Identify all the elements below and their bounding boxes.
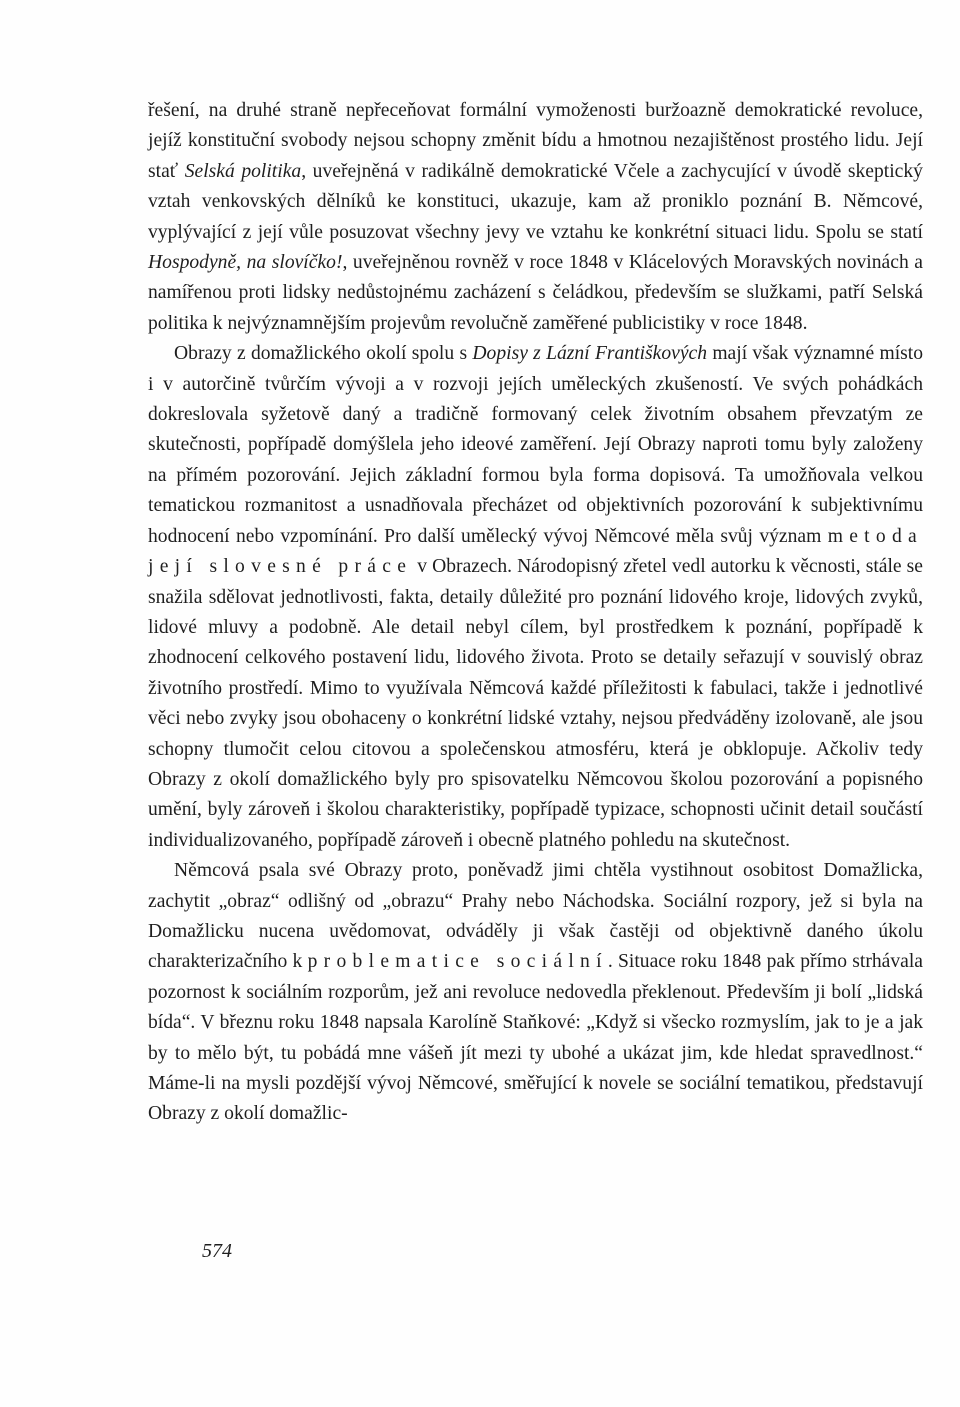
text-run: mají však významné místo i v autorčině tvůrčím vývoji a v rozvoji jejích uměleckých zkušeností. Ve svých pohádkách dokreslovala syžetově daný a tradičně formovaný celek životním obsahem převzatým ze skutečnosti, popřípadě domýšlela jeho ideové zaměření. Její Obrazy naproti tomu byly založeny na přímém pozorování. Jejich základní formou byla forma dopisová. Ta umožňovala velkou tematickou rozmanitost a usnadňovala přecházet od objektivních pozorování k subjektivnímu hodnocení nebo vzpomínání. Pro další umělecký vývoj Němcové měla svůj význam bbox=[148, 343, 924, 547]
italic-title: Dopisy z Lázní Františkových bbox=[472, 343, 708, 365]
text-run: Obrazy z domažlického okolí spolu s bbox=[174, 343, 473, 365]
spaced-emphasis: problematice sociální bbox=[307, 951, 608, 973]
italic-title: Hospodyně, na slovíčko! bbox=[148, 252, 343, 274]
text-run: řešení, na druhé straně nepřeceňovat formální vymoženosti buržoazně demokratické revoluce, jejíž konstituční svobody nejsou schopny změnit bídu a hmotnou nezajištěnost prostého lidu. Její stať bbox=[148, 100, 923, 182]
text-run: v Obrazech. Národopisný zřetel vedl autorku k věcnosti, stále se snažila sdělovat jednotlivosti, fakta, detaily důležité pro poznání lidového kroje, lidových zvyků, lidové mluvy a podobně. Ale detail nebyl cílem, byl prostředkem k poznání, popřípadě k zhodnocení celkového postavení lidu, lidového života. Proto se detaily seřazují v souvislý obraz životního prostředí. Mimo to využívala Němcová každé příležitosti k fabulaci, takže i jednotlivé věci nebo zvyky jsou obohaceny o konkrétní lidské vztahy, nejsou předváděny izolovaně, ale jsou schopny tlumočit celou citovou a společenskou atmosféru, která je obklopuje. Ačkoliv tedy Obrazy z okolí domažlického byly pro spisovatelku Němcovou školou pozorování a popisného umění, byly zároveň i školou charakteristiky, popřípadě typizace, schopnosti učinit detail součástí individualizovaného, popřípadě zároveň i obecně platného pohledu na skutečnost. bbox=[148, 556, 924, 851]
text-run: . Situace roku 1848 pak přímo strhávala pozornost k sociálním rozporům, jež ani revoluce nedovedla překlenout. Především ji bolí „lidská bída“. V březnu roku 1848 napsala Karolíně Staňkové: „Když si všecko rozmyslím, jak to je a jak by to mělo být, tu pobádá mne vášeň jít mezi ty ubohé a ukázat jim, kde hledat spravedlnost.“ Máme-li na mysli pozdější vývoj Němcové, směřující k novele se sociální tematikou, představují Obrazy z okolí domažlic- bbox=[148, 951, 923, 1125]
italic-title: Selská politika bbox=[184, 160, 302, 182]
paragraph-2 bbox=[148, 339, 923, 856]
page-number: 574 bbox=[202, 1240, 232, 1262]
text-run: , uveřejněnou rovněž v roce 1848 v Klácelových Moravských novinách a namířenou proti lidsky nedůstojnému zacházení s čeládkou, především se služkami, patří Selská politika k nejvýznamnějším projevům revolučně zaměřené publicistiky v roce 1848. bbox=[148, 252, 923, 334]
paragraph-3 bbox=[148, 856, 923, 1130]
text-run: , uveřejněná v radikálně demokratické Včele a zachycující v úvodě skeptický vztah venkovských dělníků ke konstituci, ukazuje, kam až proniklo poznání B. Němcové, vyplývající z její vůle posuzovat všechny jevy ve vztahu ke konkrétní situaci lidu. Spolu se statí bbox=[148, 160, 923, 243]
body-text bbox=[148, 96, 923, 1130]
paragraph-1 bbox=[148, 96, 923, 339]
spaced-emphasis: metoda její slovesné práce bbox=[148, 525, 923, 578]
text-run: Němcová psala své Obrazy proto, poněvadž jimi chtěla vystihnout osobitost Domažlicka, zachytit „obraz“ odlišný od „obrazu“ Prahy nebo Náchodska. Sociální rozpory, jež si byla na Domažlicku nucena uvědomovat, odváděly ji však častěji od objektivně daného úkolu charakterizačního k bbox=[148, 860, 923, 973]
